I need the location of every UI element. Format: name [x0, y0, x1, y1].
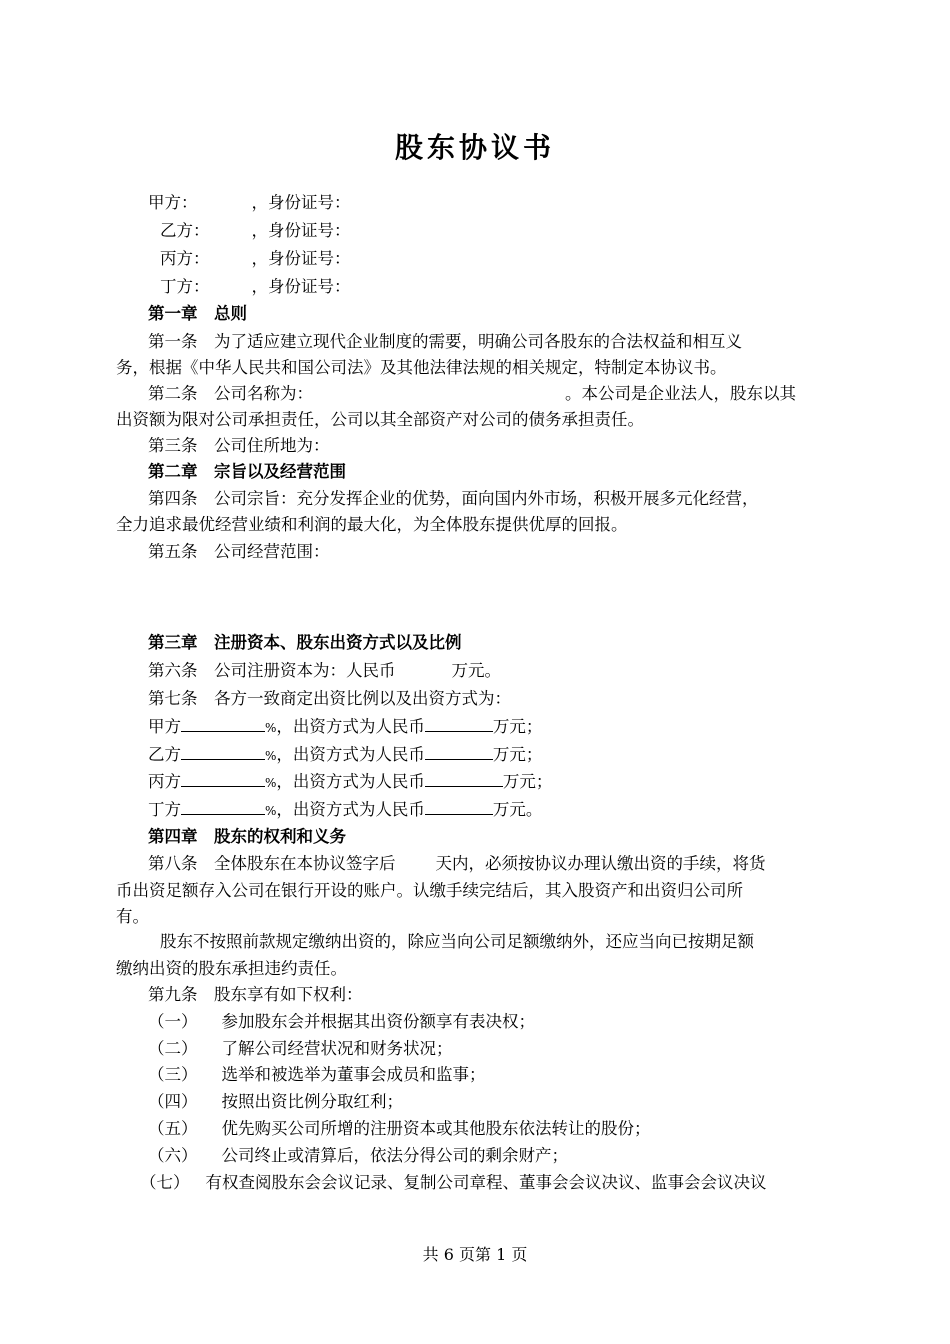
- contribution-party: 丙方: [148, 772, 181, 791]
- article-8-line-3: 有。: [116, 907, 149, 926]
- right-item: [148, 1091, 403, 1113]
- contribution-method: ，出资方式为人民币: [276, 772, 425, 791]
- contribution-party: 乙方: [148, 745, 181, 764]
- chapter-3-heading: 第三章 注册资本、股东出资方式以及比例: [148, 633, 462, 652]
- contribution-method: ，出资方式为人民币: [276, 800, 425, 819]
- article-8-line-4: 股东不按照前款规定缴纳出资的，除应当向公司足额缴纳外，还应当向已按期足额: [160, 932, 754, 951]
- right-text: 按照出资比例分取红利；: [221, 1092, 403, 1111]
- percent-sign: %: [265, 721, 277, 735]
- contribution-row: [148, 716, 542, 739]
- article-2-line-1: [148, 383, 796, 405]
- party-d-label: 丁方：: [160, 277, 210, 296]
- article-3-line: 第三条 公司住所地为：: [148, 436, 330, 455]
- contribution-unit: 万元；: [492, 717, 543, 736]
- percent-blank: [181, 717, 265, 732]
- right-number: （五）: [148, 1119, 198, 1138]
- percent-blank: [181, 745, 265, 760]
- party-b-line: [160, 220, 351, 242]
- contribution-unit: 万元；: [492, 745, 543, 764]
- right-item: [148, 1011, 535, 1033]
- chapter-1-heading: 第一章 总则: [148, 304, 247, 323]
- right-text: 有权查阅股东会会议记录、复制公司章程、董事会会议决议、监事会会议决议: [205, 1173, 767, 1192]
- party-a-label: 甲方：: [148, 193, 198, 212]
- article-5-line: 第五条 公司经营范围：: [148, 542, 330, 561]
- percent-blank: [181, 800, 265, 815]
- right-text: 优先购买公司所增的注册资本或其他股东依法转让的股份；: [221, 1119, 651, 1138]
- right-text: 了解公司经营状况和财务状况；: [221, 1039, 453, 1058]
- article-7-line: 第七条 各方一致商定出资比例以及出资方式为：: [148, 689, 511, 708]
- article-8-line-1: [148, 853, 766, 875]
- article-2-line-2: 出资额为限对公司承担责任，公司以其全部资产对公司的债务承担责任。: [116, 410, 644, 429]
- party-c-id-label: ，身份证号：: [251, 249, 351, 268]
- percent-sign: %: [265, 749, 277, 763]
- right-number: （三）: [148, 1065, 198, 1084]
- contribution-party: 甲方: [148, 717, 181, 736]
- article-6-capital-label: 第六条 公司注册资本为：人民币: [148, 661, 396, 680]
- article-1-line-1: 第一条 为了适应建立现代企业制度的需要，明确公司各股东的合法权益和相互义: [148, 332, 742, 351]
- amount-blank: [425, 717, 493, 732]
- right-number: （一）: [148, 1012, 198, 1031]
- article-8-sign-label: 第八条 全体股东在本协议签字后: [148, 854, 396, 873]
- article-8-deadline: 天内，必须按协议办理认缴出资的手续，将货: [435, 854, 766, 873]
- document-title: 股东协议书: [394, 131, 555, 164]
- article-4-line-2: 全力追求最优经营业绩和利润的最大化，为全体股东提供优厚的回报。: [116, 515, 628, 534]
- article-8-line-5: 缴纳出资的股东承担违约责任。: [116, 959, 347, 978]
- contribution-row: [148, 799, 542, 822]
- party-a-line: [148, 192, 351, 214]
- amount-blank: [425, 772, 503, 787]
- page-footer: 共 6 页第 1 页: [422, 1245, 528, 1264]
- party-a-id-label: ，身份证号：: [251, 193, 351, 212]
- contribution-unit: 万元。: [492, 800, 543, 819]
- right-text: 选举和被选举为董事会成员和监事；: [221, 1065, 486, 1084]
- right-number: （七）: [140, 1173, 190, 1192]
- amount-blank: [425, 800, 493, 815]
- right-text: 公司终止或清算后，依法分得公司的剩余财产；: [221, 1146, 568, 1165]
- right-item-7: [140, 1172, 767, 1194]
- right-item: [148, 1145, 568, 1167]
- percent-sign: %: [265, 776, 277, 790]
- article-6-line: [148, 660, 501, 682]
- chapter-4-heading: 第四章 股东的权利和义务: [148, 827, 346, 846]
- right-text: 参加股东会并根据其出资份额享有表决权；: [221, 1012, 535, 1031]
- article-1-line-2: 务，根据《中华人民共和国公司法》及其他法律法规的相关规定，特制定本协议书。: [116, 358, 727, 377]
- percent-blank: [181, 772, 265, 787]
- right-item: [148, 1038, 453, 1060]
- party-d-line: [160, 276, 351, 298]
- article-2-name-label: 第二条 公司名称为：: [148, 384, 313, 403]
- contribution-party: 丁方: [148, 800, 181, 819]
- right-number: （四）: [148, 1092, 198, 1111]
- party-c-line: [160, 248, 351, 270]
- contribution-row: [148, 771, 552, 794]
- contribution-row: [148, 744, 542, 767]
- right-item: [148, 1064, 486, 1086]
- contribution-method: ，出资方式为人民币: [276, 717, 425, 736]
- right-item: [148, 1118, 651, 1140]
- article-2-liability: 。本公司是企业法人，股东以其: [565, 384, 796, 403]
- right-number: （六）: [148, 1146, 198, 1165]
- article-8-line-2: 币出资足额存入公司在银行开设的账户。认缴手续完结后，其入股资产和出资归公司所: [116, 881, 743, 900]
- article-9-line: 第九条 股东享有如下权利：: [148, 985, 363, 1004]
- right-number: （二）: [148, 1039, 198, 1058]
- percent-sign: %: [265, 804, 277, 818]
- article-6-unit: 万元。: [451, 661, 501, 680]
- party-b-id-label: ，身份证号：: [251, 221, 351, 240]
- chapter-2-heading: 第二章 宗旨以及经营范围: [148, 462, 346, 481]
- contribution-method: ，出资方式为人民币: [276, 745, 425, 764]
- amount-blank: [425, 745, 493, 760]
- contribution-unit: 万元；: [502, 772, 553, 791]
- party-d-id-label: ，身份证号：: [251, 277, 351, 296]
- party-b-label: 乙方：: [160, 221, 210, 240]
- article-4-line-1: 第四条 公司宗旨：充分发挥企业的优势，面向国内外市场，积极开展多元化经营，: [148, 489, 759, 508]
- party-c-label: 丙方：: [160, 249, 210, 268]
